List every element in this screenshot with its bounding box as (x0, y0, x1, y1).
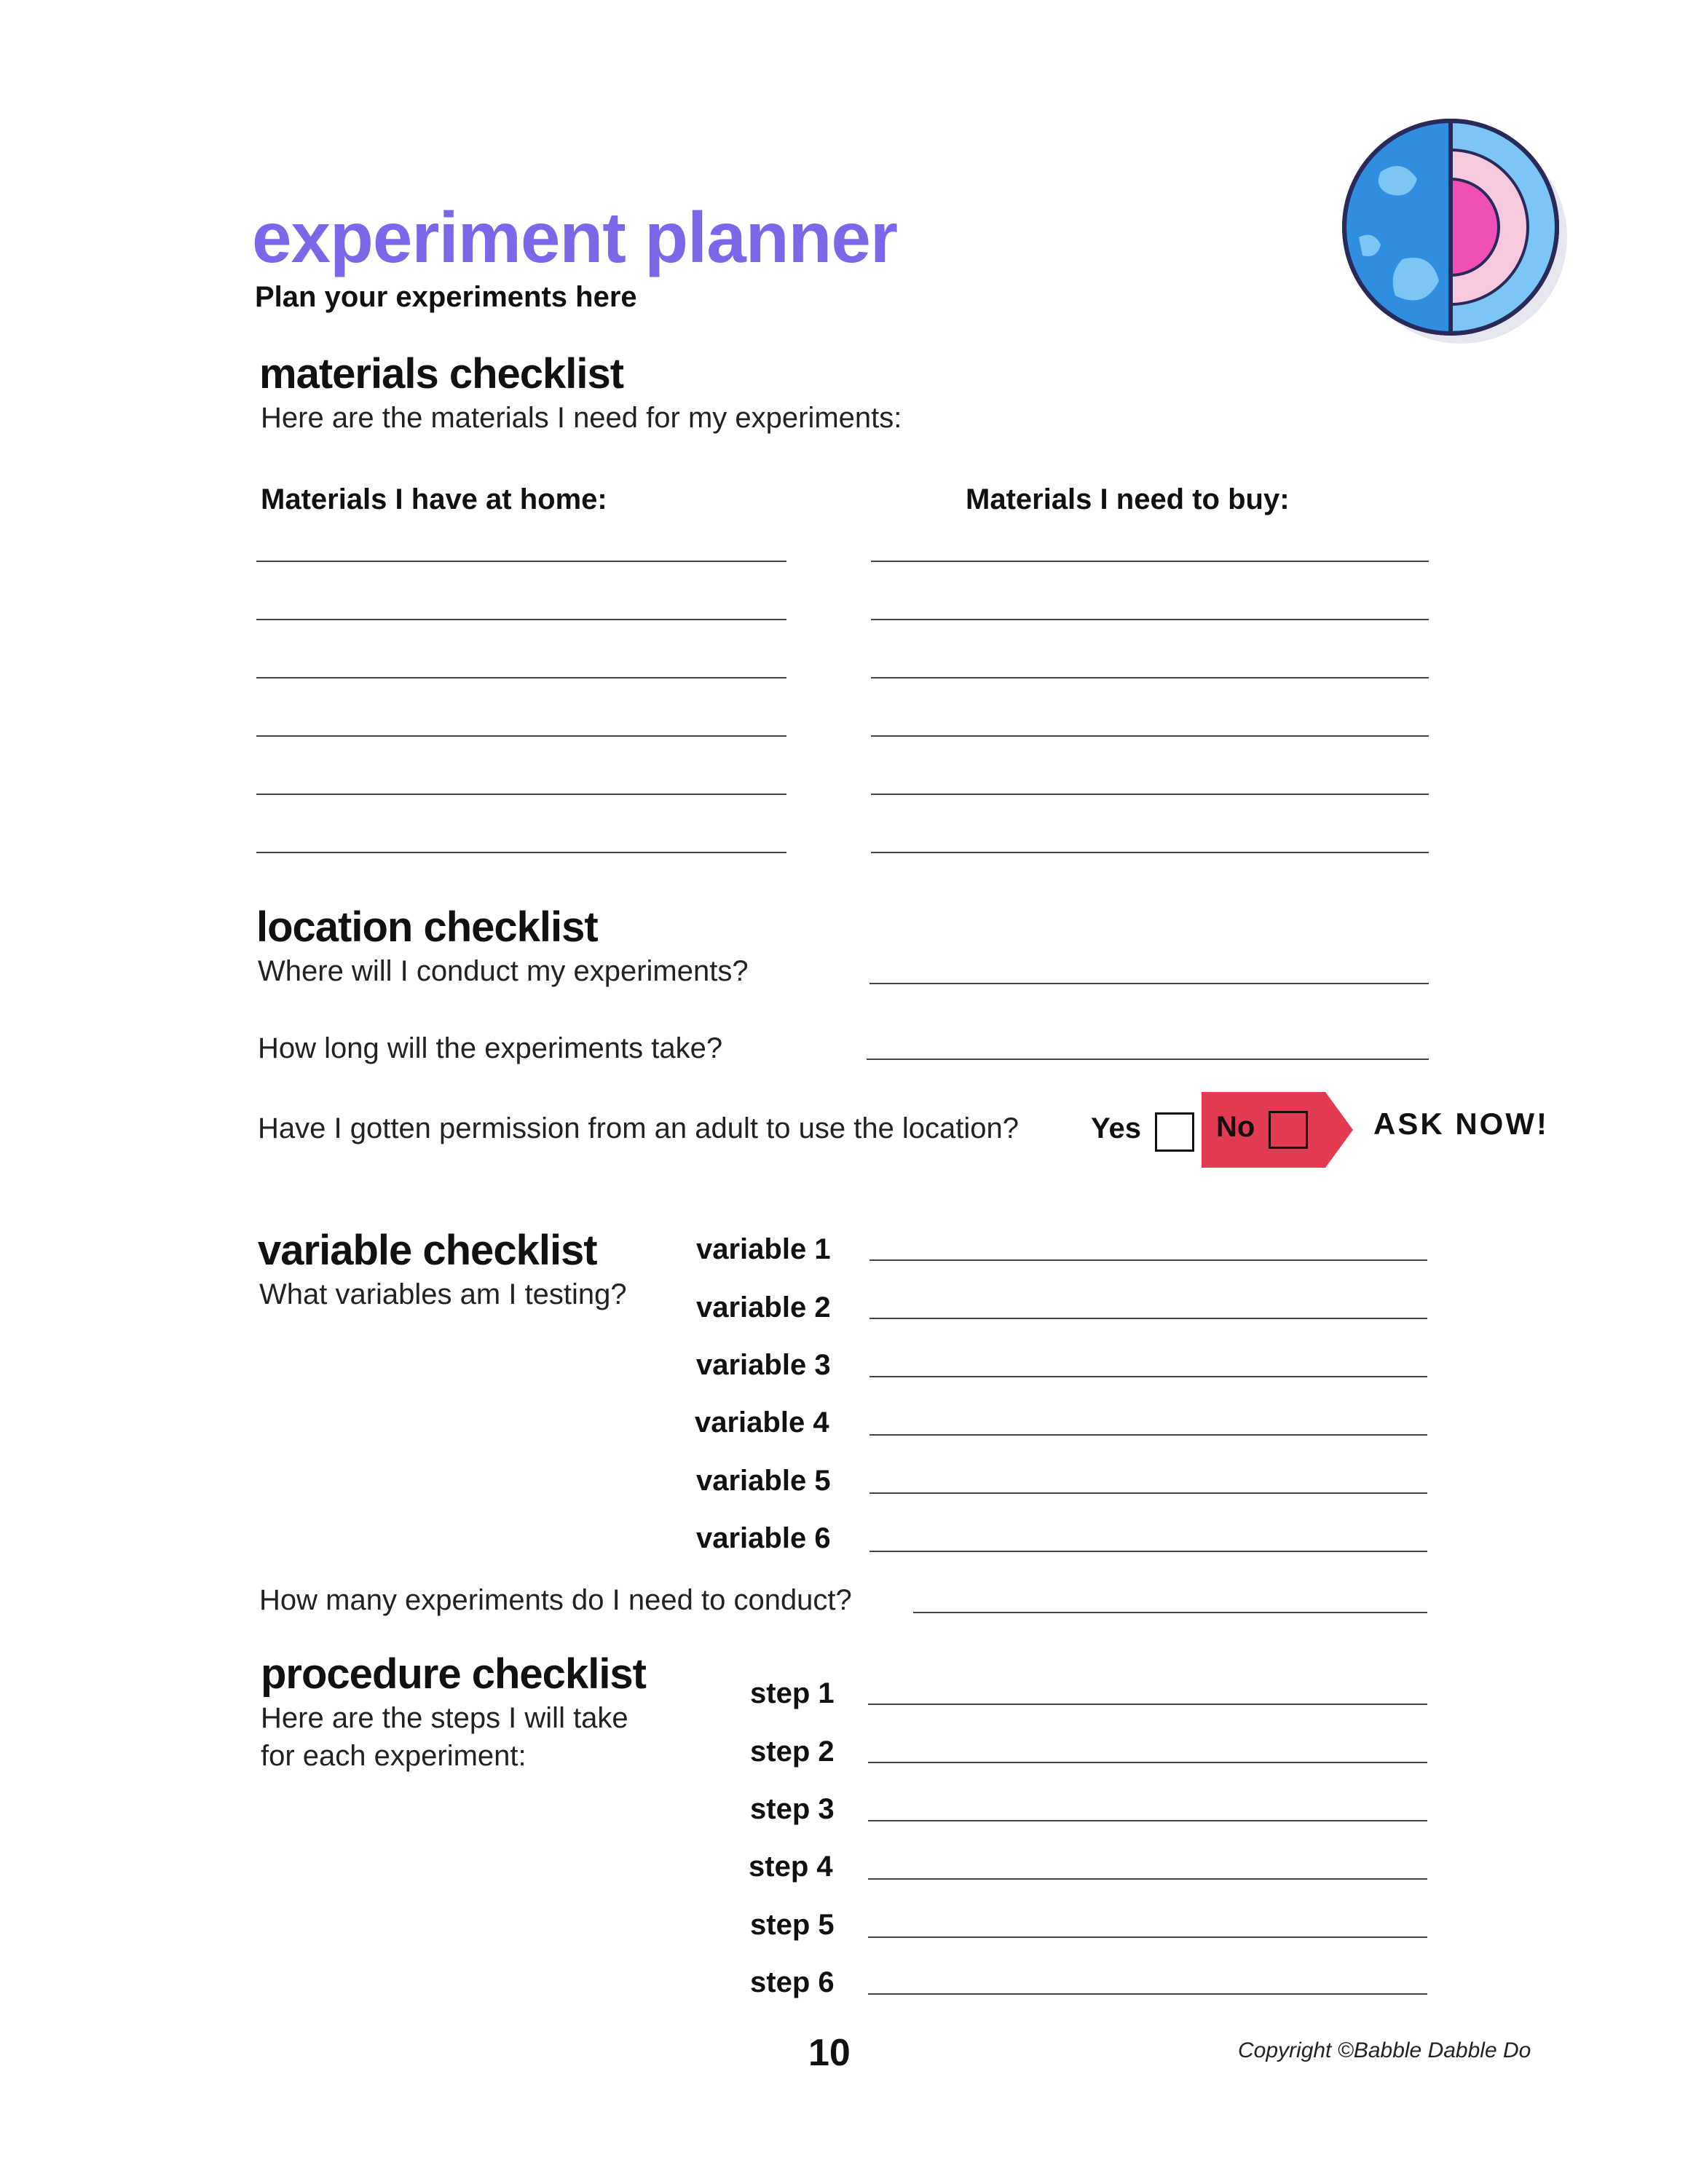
step-line[interactable] (868, 1762, 1427, 1763)
materials-heading: materials checklist (259, 350, 624, 397)
earth-layers-icon (1337, 114, 1570, 347)
no-option-tag (1202, 1092, 1353, 1168)
yes-label: Yes (1091, 1112, 1141, 1144)
step-line[interactable] (868, 1878, 1427, 1880)
page-number: 10 (808, 2032, 851, 2074)
page-subtitle: Plan your experiments here (255, 281, 637, 313)
home-material-line[interactable] (256, 619, 786, 620)
no-checkbox[interactable] (1269, 1111, 1308, 1149)
home-material-line[interactable] (256, 735, 786, 737)
yes-checkbox[interactable] (1155, 1112, 1194, 1152)
variable-line[interactable] (869, 1434, 1427, 1436)
variable-label: variable 5 (696, 1465, 831, 1497)
home-material-line[interactable] (256, 794, 786, 795)
buy-material-line[interactable] (871, 561, 1429, 562)
location-where-question: Where will I conduct my experiments? (258, 955, 749, 987)
step-line[interactable] (868, 1704, 1427, 1705)
step-line[interactable] (868, 1993, 1427, 1995)
experiment-count-question: How many experiments do I need to conduct? (259, 1584, 852, 1616)
step-label: step 6 (750, 1966, 835, 1998)
variable-line[interactable] (869, 1492, 1427, 1494)
variable-line[interactable] (869, 1318, 1427, 1319)
variable-label: variable 2 (696, 1291, 831, 1324)
variable-label: variable 1 (696, 1233, 831, 1265)
variable-line[interactable] (869, 1376, 1427, 1377)
procedure-heading: procedure checklist (261, 1650, 646, 1698)
location-duration-question: How long will the experiments take? (258, 1032, 723, 1064)
buy-material-line[interactable] (871, 677, 1429, 678)
buy-material-line[interactable] (871, 619, 1429, 620)
location-duration-line[interactable] (867, 1059, 1429, 1060)
materials-intro: Here are the materials I need for my experiments: (261, 402, 902, 434)
materials-home-label: Materials I have at home: (261, 483, 607, 515)
variable-line[interactable] (869, 1259, 1427, 1261)
no-label: No (1216, 1111, 1255, 1143)
step-line[interactable] (868, 1936, 1427, 1938)
variable-label: variable 6 (696, 1522, 831, 1554)
home-material-line[interactable] (256, 561, 786, 562)
variable-label: variable 4 (695, 1406, 829, 1439)
step-line[interactable] (868, 1820, 1427, 1821)
buy-material-line[interactable] (871, 852, 1429, 853)
step-label: step 4 (749, 1851, 833, 1883)
step-label: step 3 (750, 1793, 835, 1825)
variable-heading: variable checklist (258, 1227, 597, 1274)
experiment-count-line[interactable] (913, 1612, 1427, 1613)
variable-line[interactable] (869, 1551, 1427, 1552)
permission-question: Have I gotten permission from an adult to use the location? (258, 1112, 1019, 1144)
home-material-line[interactable] (256, 852, 786, 853)
step-label: step 5 (750, 1909, 835, 1941)
procedure-intro-line2: for each experiment: (261, 1740, 526, 1772)
buy-material-line[interactable] (871, 794, 1429, 795)
variable-label: variable 3 (696, 1349, 831, 1381)
buy-material-line[interactable] (871, 735, 1429, 737)
step-label: step 1 (750, 1677, 835, 1709)
copyright-notice: Copyright ©Babble Dabble Do (1238, 2038, 1531, 2062)
materials-buy-label: Materials I need to buy: (966, 483, 1290, 515)
location-where-line[interactable] (869, 983, 1429, 984)
location-heading: location checklist (256, 903, 598, 951)
procedure-intro-line1: Here are the steps I will take (261, 1702, 628, 1734)
home-material-line[interactable] (256, 677, 786, 678)
page-title: experiment planner (252, 197, 898, 277)
variable-question: What variables am I testing? (259, 1278, 627, 1310)
ask-now-label: ASK NOW! (1373, 1107, 1549, 1141)
step-label: step 2 (750, 1736, 835, 1768)
